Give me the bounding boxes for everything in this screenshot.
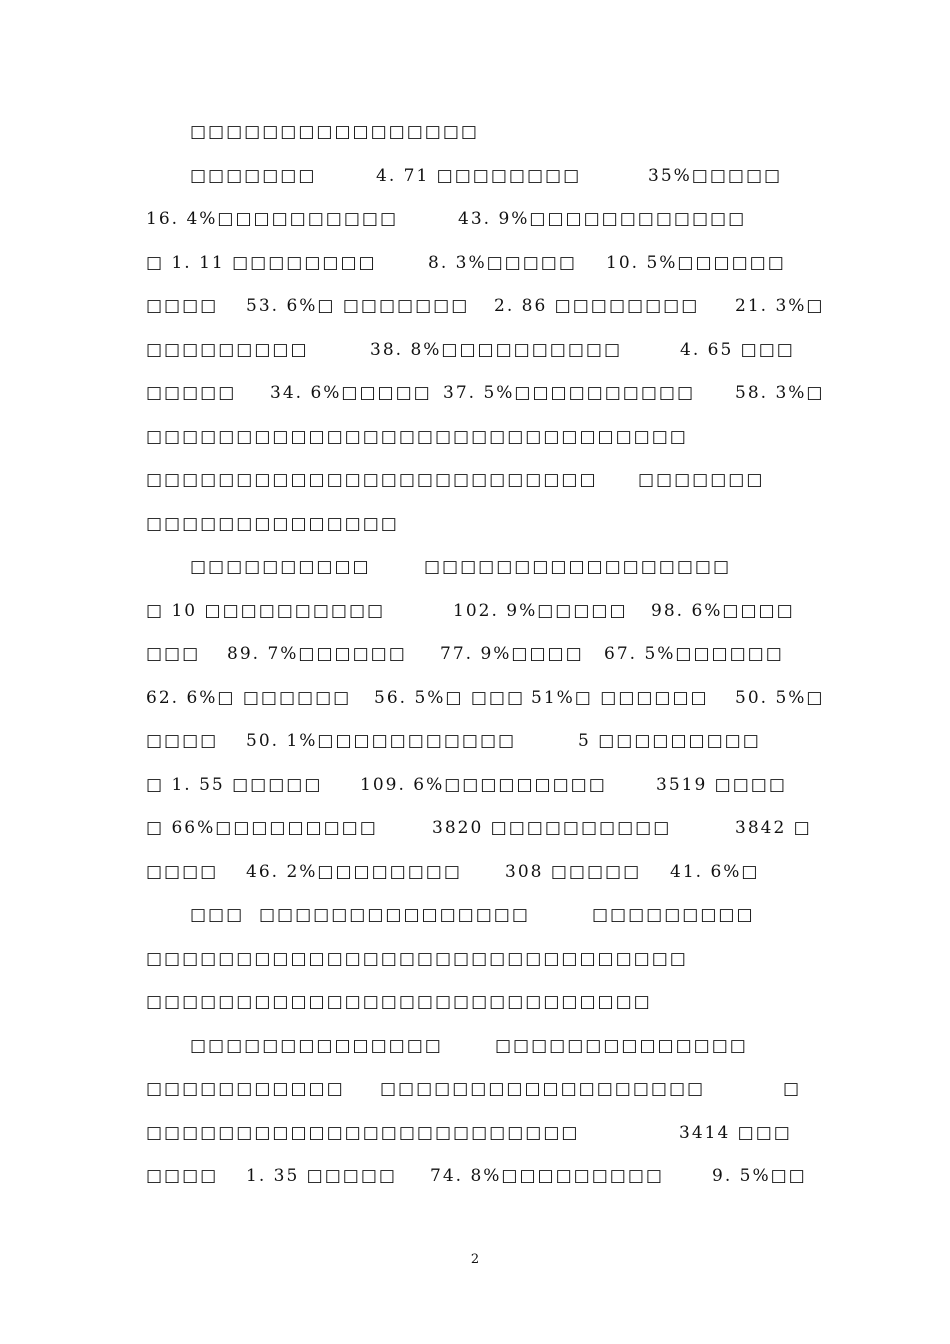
text-line	[0, 949, 950, 979]
text-segment: 8. 3%□□□□□	[428, 253, 577, 273]
text-segment: 98. 6%□□□□	[651, 601, 795, 621]
text-segment: □□□□□□□	[638, 470, 765, 490]
text-segment: □□□□□□□□□□□□□□□□□□	[380, 1079, 706, 1099]
text-segment: 9. 5%□□	[712, 1166, 807, 1186]
text-segment: 21. 3%□	[735, 296, 825, 316]
text-segment: □□□□□□□□□□□□□□□□	[190, 122, 479, 142]
text-line	[0, 557, 950, 587]
text-segment: 109. 6%□□□□□□□□□	[360, 775, 607, 795]
text-segment: □□□□	[146, 1166, 219, 1186]
text-segment: 38. 8%□□□□□□□□□□	[370, 340, 623, 360]
text-line	[0, 253, 950, 283]
text-segment: 34. 6%□□□□□	[270, 383, 432, 403]
text-segment: □□□□□	[609, 296, 700, 316]
text-segment: □□□□□□□□□	[146, 340, 309, 360]
text-segment: □□□□□□□□□□□	[146, 1079, 345, 1099]
text-segment: 43. 9%□□□□□□□□□□□□	[458, 209, 747, 229]
text-segment: □	[783, 1079, 802, 1099]
text-line	[0, 296, 950, 326]
text-segment: □□□□□□□□□□□□□□□□□□□□□□□□□□□□□□	[146, 949, 688, 969]
text-segment: 3519 □□□□	[656, 775, 787, 795]
text-segment: 67. 5%□□□□□□	[604, 644, 784, 664]
text-line	[0, 514, 950, 544]
text-line	[0, 905, 950, 935]
text-segment: □□□□□□□□□□□□□□□□□	[424, 557, 732, 577]
text-segment: □□□□□□□	[190, 166, 317, 186]
text-segment: □□□	[190, 905, 245, 925]
text-segment: □□□	[146, 644, 201, 664]
text-segment: □□□□□	[146, 383, 237, 403]
text-segment: □ 1. 11 □□□□□□□□	[146, 253, 377, 273]
text-line	[0, 862, 950, 892]
text-segment: 5 □□□□□□□□□	[578, 731, 761, 751]
text-segment: □□□□□□□□□□□□□□□	[259, 905, 530, 925]
page-number: 2	[470, 1252, 480, 1267]
text-segment: 4. 65 □□□	[680, 340, 795, 360]
text-segment: 35%□□□□□	[648, 166, 783, 186]
text-segment: 53. 6%□ □□□□□□□	[246, 296, 470, 316]
text-segment: □□□□□□□□□□	[190, 557, 371, 577]
text-segment: 89. 7%□□□□□□	[227, 644, 407, 664]
text-line	[0, 775, 950, 805]
text-segment: 50. 1%□□□□□□□□□□□	[246, 731, 517, 751]
text-segment: 56. 5%□ □□□	[374, 688, 526, 708]
text-segment: 37. 5%□□□□□□□□□□	[443, 383, 696, 403]
text-line	[0, 1079, 950, 1109]
text-line	[0, 209, 950, 239]
text-segment: 102. 9%□□□□□	[453, 601, 628, 621]
text-segment: □ 1. 55 □□□□□	[146, 775, 323, 795]
text-line	[0, 688, 950, 718]
text-segment: 62. 6%□ □□□□□□	[146, 688, 352, 708]
text-segment: □□□□□□□□□□□□□□□□□□□□□□□□	[146, 1123, 580, 1143]
text-segment: □□□□□□□□□□□□□□□□□□□□□□□□□	[146, 470, 598, 490]
text-segment: 3414 □□□	[679, 1123, 792, 1143]
text-segment: □□□□□□□□□□□□□□□□□□□□□□□□□□□□□□	[146, 427, 688, 447]
text-segment: 41. 6%□	[670, 862, 760, 882]
text-segment: □□□□□□□□□	[592, 905, 755, 925]
text-segment: 4. 71 □□□□□□□□	[376, 166, 582, 186]
text-segment: 46. 2%□□□□□□□□	[246, 862, 462, 882]
text-line	[0, 731, 950, 761]
text-line	[0, 383, 950, 413]
text-line	[0, 1036, 950, 1066]
text-segment: □□□□□□□□□□□□□□	[495, 1036, 748, 1056]
text-line	[0, 427, 950, 457]
text-segment: □ 66%□□□□□□□□□	[146, 818, 378, 838]
text-segment: 3820 □□□□□□□□□□	[432, 818, 672, 838]
text-segment: 16. 4%□□□□□□□□□□	[146, 209, 399, 229]
text-line	[0, 818, 950, 848]
text-segment: 58. 3%□	[735, 383, 825, 403]
text-segment: 1. 35 □□□□□	[246, 1166, 397, 1186]
text-line	[0, 166, 950, 196]
text-segment: □□□□	[146, 731, 219, 751]
text-line	[0, 340, 950, 370]
text-segment: 50. 5%□	[735, 688, 825, 708]
text-line	[0, 122, 950, 152]
text-segment: 74. 8%□□□□□□□□□	[430, 1166, 664, 1186]
text-line	[0, 644, 950, 674]
text-line	[0, 1166, 950, 1196]
text-segment: □□□□□□□□□□□□□□	[146, 514, 399, 534]
text-segment: □ 10 □□□□□□□□□□	[146, 601, 386, 621]
text-line	[0, 470, 950, 500]
text-line	[0, 1123, 950, 1153]
text-segment: 3842 □	[735, 818, 812, 838]
text-segment: 308 □□□□□	[505, 862, 642, 882]
text-line	[0, 601, 950, 631]
text-segment: 77. 9%□□□□	[440, 644, 584, 664]
text-line	[0, 992, 950, 1022]
text-segment: □□□□□□□□□□□□□□	[190, 1036, 443, 1056]
text-segment: □□□□	[146, 862, 219, 882]
text-segment: □□□□	[146, 296, 219, 316]
text-segment: 51%□ □□□□□□	[531, 688, 709, 708]
text-segment: 2. 86 □□□	[494, 296, 609, 316]
text-segment: 10. 5%□□□□□□	[606, 253, 786, 273]
text-segment: □□□□□□□□□□□□□□□□□□□□□□□□□□□□	[146, 992, 652, 1012]
